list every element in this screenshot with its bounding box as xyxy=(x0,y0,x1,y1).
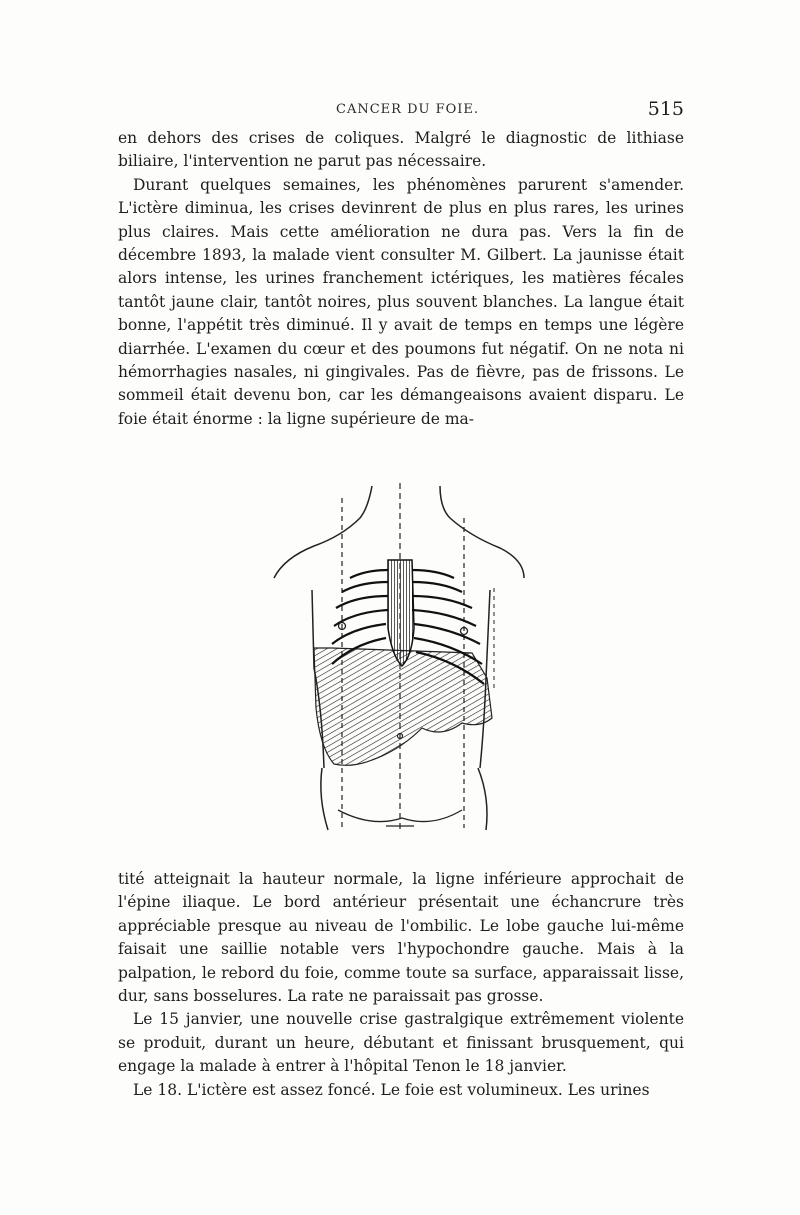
text-block-bottom xyxy=(118,868,684,1102)
paragraph: Durant quelques semaines, les phénomènes parurent s'amender. L'ictère diminua, les crises devinrent de plus en plus rares, les urines plus claires. Mais cette amélioration ne dura pas. Vers la fin de décembre 1893, la malade vient consulter M. Gilbert. La jaunisse était alors intense, les urines franchement ictériques, les matières fécales tantôt jaune clair, tantôt noires, plus souvent blanches. La langue était bonne, l'appétit très diminué. Il y avait de temps en temps une légère diarrhée. L'examen du cœur et des poumons fut négatif. On ne nota ni hémorrhagies nasales, ni gingivales. Pas de fièvre, pas de frissons. Le sommeil était devenu bon, car les démangeaisons avaient disparu. Le foie était énorme : la ligne supérieure de ma- xyxy=(118,175,684,428)
right-shoulder-outline xyxy=(440,486,524,578)
paragraph: tité atteignait la hauteur normale, la ligne inférieure approchait de l'épine iliaque. Le bord antérieur présentait une échancrure très appréciable presque au niveau de l'ombilic. Le lobe gauche lui-même faisait une saillie notable vers l'hypochondre gauche. Mais à la palpation, le rebord du foie, comme toute sa surface, apparaissait lisse, dur, sans bosselures. La rate ne paraissait pas grosse. xyxy=(118,870,684,1006)
left-shoulder-outline xyxy=(274,486,372,578)
liver-diagram-figure xyxy=(262,478,538,840)
left-hip-outline xyxy=(321,768,328,830)
torso-liver-diagram xyxy=(262,478,538,840)
running-title: CANCER DU FOIE. xyxy=(336,102,480,117)
page-number: 515 xyxy=(647,98,684,120)
paragraph: en dehors des crises de coliques. Malgré le diagnostic de lithiase biliaire, l'intervention ne parut pas nécessaire. xyxy=(118,129,684,171)
running-head xyxy=(118,98,684,122)
paragraph: Le 15 janvier, une nouvelle crise gastralgique extrêmement violente se produit, durant un heure, débutant et finissant brusquement, qui engage la malade à entrer à l'hôpital Tenon le 18 janvier. xyxy=(118,1010,684,1076)
paragraph: Le 18. L'ictère est assez foncé. Le foie est volumineux. Les urines xyxy=(133,1080,650,1099)
text-block-top xyxy=(118,127,684,431)
right-hip-outline xyxy=(478,768,487,830)
